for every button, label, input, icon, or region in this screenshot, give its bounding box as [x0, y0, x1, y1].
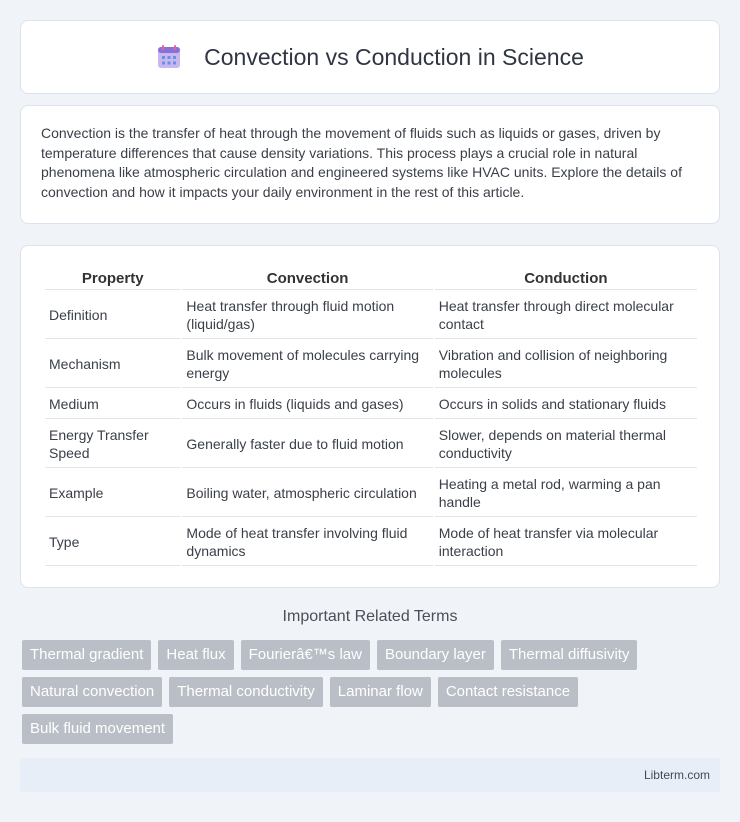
term-tag[interactable]: Contact resistance — [438, 677, 578, 707]
term-tag[interactable]: Laminar flow — [330, 677, 431, 707]
table-row — [45, 421, 697, 468]
table-cell: Bulk movement of molecules carrying energy — [182, 341, 432, 388]
table-row — [45, 341, 697, 388]
table-cell: Medium — [45, 390, 180, 419]
footer-site-link[interactable]: Libterm.com — [643, 768, 710, 782]
table-cell: Mechanism — [45, 341, 180, 388]
related-terms-list — [22, 640, 722, 751]
table-cell: Occurs in solids and stationary fluids — [435, 390, 697, 419]
table-row — [45, 390, 697, 419]
term-tag[interactable]: Boundary layer — [377, 640, 494, 670]
intro-card — [20, 105, 720, 224]
term-tag[interactable]: Fourierâ€™s law — [241, 640, 370, 670]
table-cell: Heating a metal rod, warming a pan handle — [435, 470, 697, 517]
term-tag[interactable]: Natural convection — [22, 677, 162, 707]
table-cell: Heat transfer through fluid motion (liquid/gas) — [182, 292, 432, 339]
table-row — [45, 470, 697, 517]
term-tag[interactable]: Heat flux — [158, 640, 233, 670]
table-row — [45, 292, 697, 339]
footer — [20, 758, 720, 792]
table-cell: Mode of heat transfer involving fluid dynamics — [182, 519, 432, 566]
table-cell: Type — [45, 519, 180, 566]
intro-paragraph: Convection is the transfer of heat through the movement of fluids such as liquids or gases, driven by temperature differences that cause density variations. This process plays a crucial role in natural phenomena like atmospheric circulation and engineered systems like HVAC units. Explore the details of convection and how it impacts your daily environment in the rest of this article. — [41, 125, 682, 200]
term-tag[interactable]: Thermal diffusivity — [501, 640, 638, 670]
table-cell: Generally faster due to fluid motion — [182, 421, 432, 468]
table-cell: Slower, depends on material thermal conductivity — [435, 421, 697, 468]
term-tag[interactable]: Thermal conductivity — [169, 677, 323, 707]
header-conduction: Conduction — [435, 268, 697, 290]
table-cell: Boiling water, atmospheric circulation — [182, 470, 432, 517]
term-tag[interactable]: Thermal gradient — [22, 640, 151, 670]
table-cell: Vibration and collision of neighboring molecules — [435, 341, 697, 388]
related-terms-heading: Important Related Terms — [282, 608, 458, 625]
table-cell: Energy Transfer Speed — [45, 421, 180, 468]
page-title: Convection vs Conduction in Science — [204, 43, 584, 70]
table-cell: Heat transfer through direct molecular contact — [435, 292, 697, 339]
table-cell: Example — [45, 470, 180, 517]
comparison-table — [43, 266, 699, 568]
table-header-row — [45, 268, 697, 290]
table-cell: Mode of heat transfer via molecular interaction — [435, 519, 697, 566]
table-row — [45, 519, 697, 566]
title-card — [20, 20, 720, 94]
table-cell: Occurs in fluids (liquids and gases) — [182, 390, 432, 419]
header-property: Property — [45, 268, 180, 290]
comparison-table-card — [20, 245, 720, 588]
term-tag[interactable]: Bulk fluid movement — [22, 714, 173, 744]
header-convection: Convection — [182, 268, 432, 290]
calendar-grid-icon — [156, 44, 182, 70]
table-cell: Definition — [45, 292, 180, 339]
